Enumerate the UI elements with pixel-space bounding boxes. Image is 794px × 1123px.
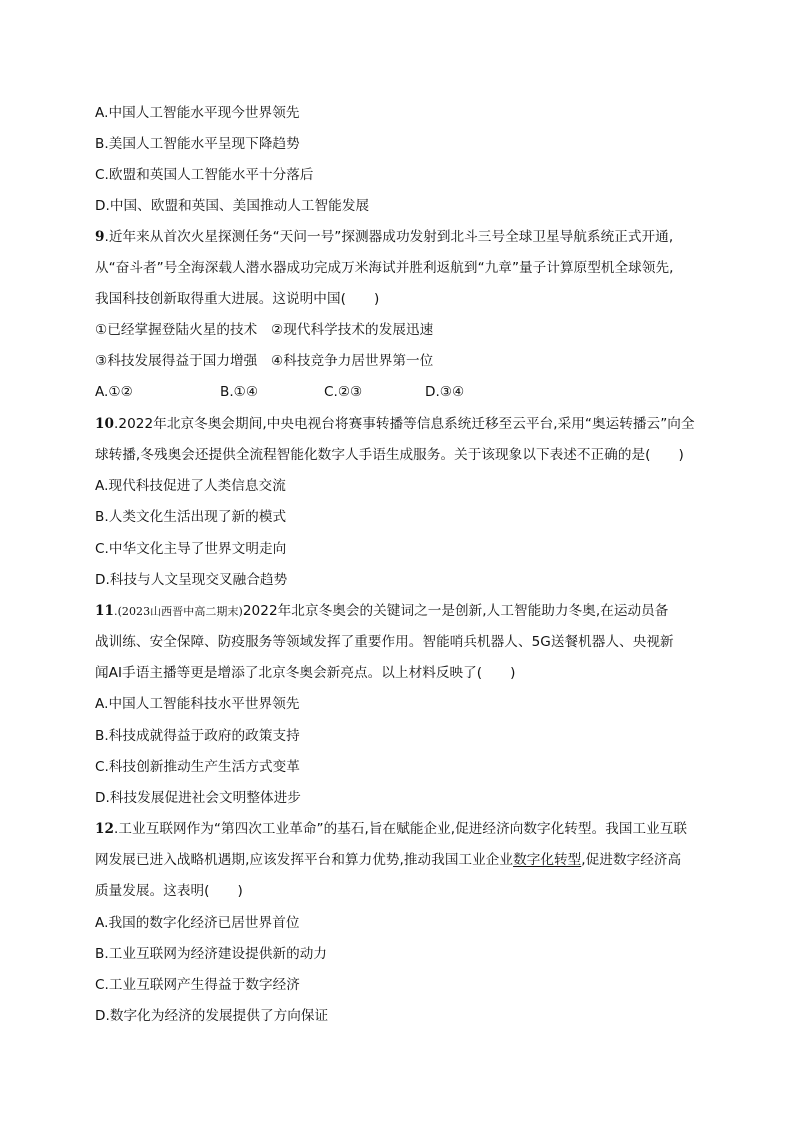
q11-option-c: C.科技创新推动生产生活方式变革 [95,759,300,775]
q8-option-b: B.美国人工智能水平呈现下降趋势 [95,136,300,152]
q12-stem-line-3: 质量发展。这表明( ) [95,883,243,899]
q9-stem-line-3: 我国科技创新取得重大进展。这说明中国( ) [95,291,380,307]
q11-stem-line-1: 11.(2023山西晋中高二期末)2022年北京冬奥会的关键词之一是创新,人工智能助力冬奥,在运动员备 [95,603,669,619]
q12-stem-line-2: 网发展已进入战略机遇期,应该发挥平台和算力优势,推动我国工业企业数字化转型,促进数字经济高 [95,852,682,868]
q9-stem-line-2: 从“奋斗者”号全海深载人潜水器成功完成万米海试并胜利返航到“九章”量子计算原型机全球领先, [95,260,674,276]
q12-number: 12 [95,821,115,837]
q12-option-a: A.我国的数字化经济已居世界首位 [95,915,300,931]
q11-stem-line-2: 战训练、安全保障、防疫服务等领域发挥了重要作用。智能哨兵机器人、5G送餐机器人、央视新 [95,634,674,650]
underlined-phrase: 数字化转型 [513,852,582,868]
q9-choices [95,383,695,401]
q8-option-d: D.中国、欧盟和英国、美国推动人工智能发展 [95,198,370,214]
q12-option-d: D.数字化为经济的发展提供了方向保证 [95,1008,329,1024]
q12-option-c: C.工业互联网产生得益于数字经济 [95,977,300,993]
q11-option-d: D.科技发展促进社会文明整体进步 [95,790,301,806]
q12-stem-line-1: 12.工业互联网作为“第四次工业革命”的基石,旨在赋能企业,促进经济向数字化转型。我国工业互联 [95,821,688,837]
q10-stem-line-1: 10.2022年北京冬奥会期间,中央电视台将赛事转播等信息系统迁移至云平台,采用“奥运转播云”向全 [95,416,695,432]
q11-stem-line-3: 闻AI手语主播等更是增添了北京冬奥会新亮点。以上材料反映了( ) [95,665,516,681]
q10-number: 10 [95,416,115,432]
q10-option-c: C.中华文化主导了世界文明走向 [95,541,287,557]
q9-choice-b: B.①④ [220,384,259,400]
q8-option-a: A.中国人工智能水平现今世界领先 [95,105,300,121]
q10-stem-line-2: 球转播,冬残奥会还提供全流程智能化数字人手语生成服务。关于该现象以下表述不正确的是( ) [95,447,684,463]
q11-option-a: A.中国人工智能科技水平世界领先 [95,696,300,712]
q8-option-c: C.欧盟和英国人工智能水平十分落后 [95,167,314,183]
q9-statements-line-2: ③科技发展得益于国力增强 ④科技竞争力居世界第一位 [95,353,434,369]
q10-option-b: B.人类文化生活出现了新的模式 [95,509,287,525]
q9-number: 9 [95,229,105,245]
q9-statements-line-1: ①已经掌握登陆火星的技术 ②现代科学技术的发展迅速 [95,322,434,338]
q12-option-b: B.工业互联网为经济建设提供新的动力 [95,946,328,962]
q9-choice-d: D.③④ [425,384,465,400]
q11-source: .(2023山西晋中高二期末) [114,605,243,618]
q9-choice-a: A.①② [95,384,133,400]
q9-stem-line-1: 9.近年来从首次火星探测任务“天问一号”探测器成功发射到北斗三号全球卫星导航系统正式开通, [95,229,674,245]
q9-choice-c: C.②③ [324,384,363,400]
q11-number: 11 [95,603,115,619]
q11-option-b: B.科技成就得益于政府的政策支持 [95,728,300,744]
q10-option-a: A.现代科技促进了人类信息交流 [95,478,286,494]
q10-option-d: D.科技与人文呈现交叉融合趋势 [95,572,288,588]
